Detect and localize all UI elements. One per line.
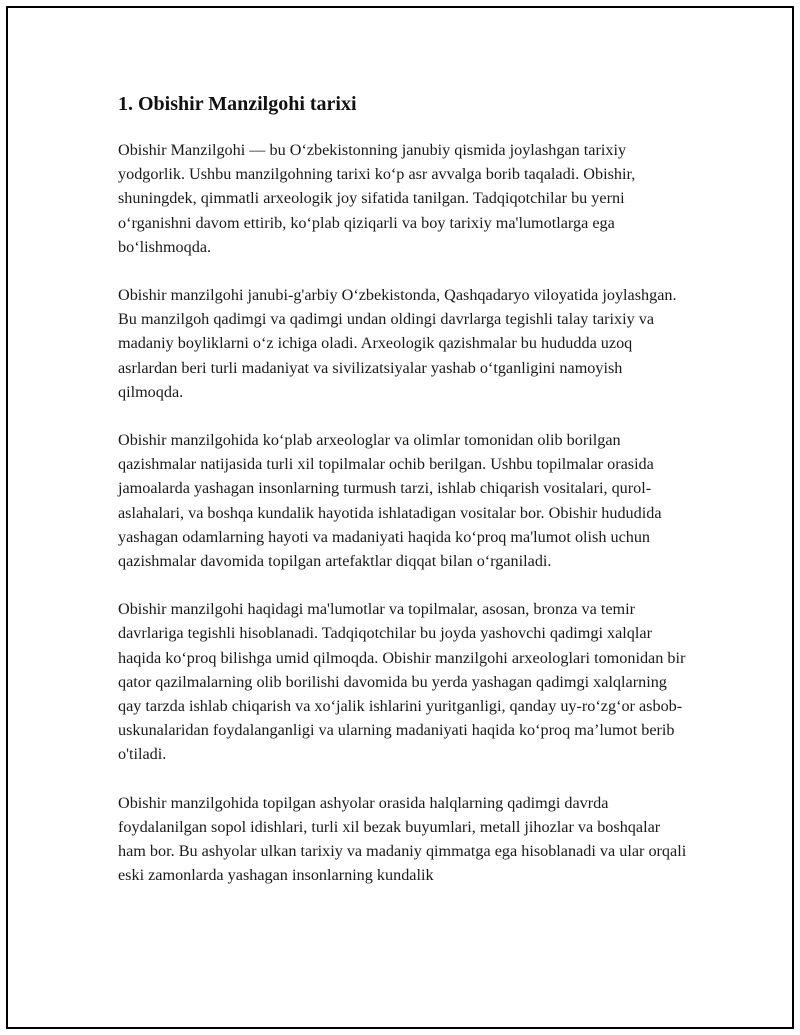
paragraph-1: Obishir Manzilgohi — bu O‘zbekistonning janubiy qismida joylashgan tarixiy yodgorlik. Ushbu manzilgohning tarixi ko‘p asr avvalga borib taqaladi. Obishir, shuningdek, qimmatli arxeologik joy sifatida tanilgan. Tadqiqotchilar bu yerni o‘rganishni davom ettirib, ko‘plab qiziqarli va boy tarixiy ma'lumotlarga ega bo‘lishmoqda. xyxy=(118,141,636,256)
page-title: 1. Obishir Manzilgohi tarixi xyxy=(118,93,357,115)
paragraph-2: Obishir manzilgohi janubi-g'arbiy O‘zbekistonda, Qashqadaryo viloyatida joylashgan. Bu manzilgoh qadimgi va qadimgi undan oldingi davrlarga tegishli talay tarixiy va madaniy boyliklarni o‘z ichiga oladi. Arxeologik qazishmalar bu hududda uzoq asrlardan beri turli madaniyat va sivilizatsiyalar yashab o‘tganligini namoyish qilmoqda. xyxy=(118,286,677,401)
paragraph-3: Obishir manzilgohida ko‘plab arxeologlar va olimlar tomonidan olib borilgan qazishmalar natijasida turli xil topilmalar ochib berilgan. Ushbu topilmalar orasida jamoalarda yashagan insonlarning turmush tarzi, ishlab chiqarish vositalari, qurol-aslahalari, va boshqa kundalik hayotida ishlatadigan vositalar bor. Obishir hududida yashagan odamlarning hayoti va madaniyati haqida ko‘proq ma'lumot olish uchun qazishmalar davomida topilgan artefaktlar diqqat bilan o‘rganiladi. xyxy=(118,431,662,571)
paragraph-5: Obishir manzilgohida topilgan ashyolar orasida halqlarning qadimgi davrda foydalanilgan sopol idishlari, turli xil bezak buyumlari, metall jihozlar va boshqalar ham bor. Bu ashyolar ulkan tarixiy va madaniy qimmatga ega hisoblanadi va ular orqali eski zamonlarda yashagan insonlarning kundalik xyxy=(118,793,687,885)
document-body xyxy=(118,88,688,911)
paragraph-4: Obishir manzilgohi haqidagi ma'lumotlar va topilmalar, asosan, bronza va temir davrlariga tegishli hisoblanadi. Tadqiqotchilar bu joyda yashovchi qadimgi xalqlar haqida ko‘proq bilishga umid qilmoqda. Obishir manzilgohi arxeologlari tomonidan bir qator qazilmalarning olib borilishi davomida bu yerda yashagan qadimgi xalqlarning qay tarzda ishlab chiqarish va xo‘jalik ishlarini yuritganligi, qanday uy-ro‘zg‘or asbob-uskunalaridan foydalanganligi va ularning madaniyati haqida ko‘proq ma’lumot berib o'tiladi. xyxy=(118,600,686,764)
